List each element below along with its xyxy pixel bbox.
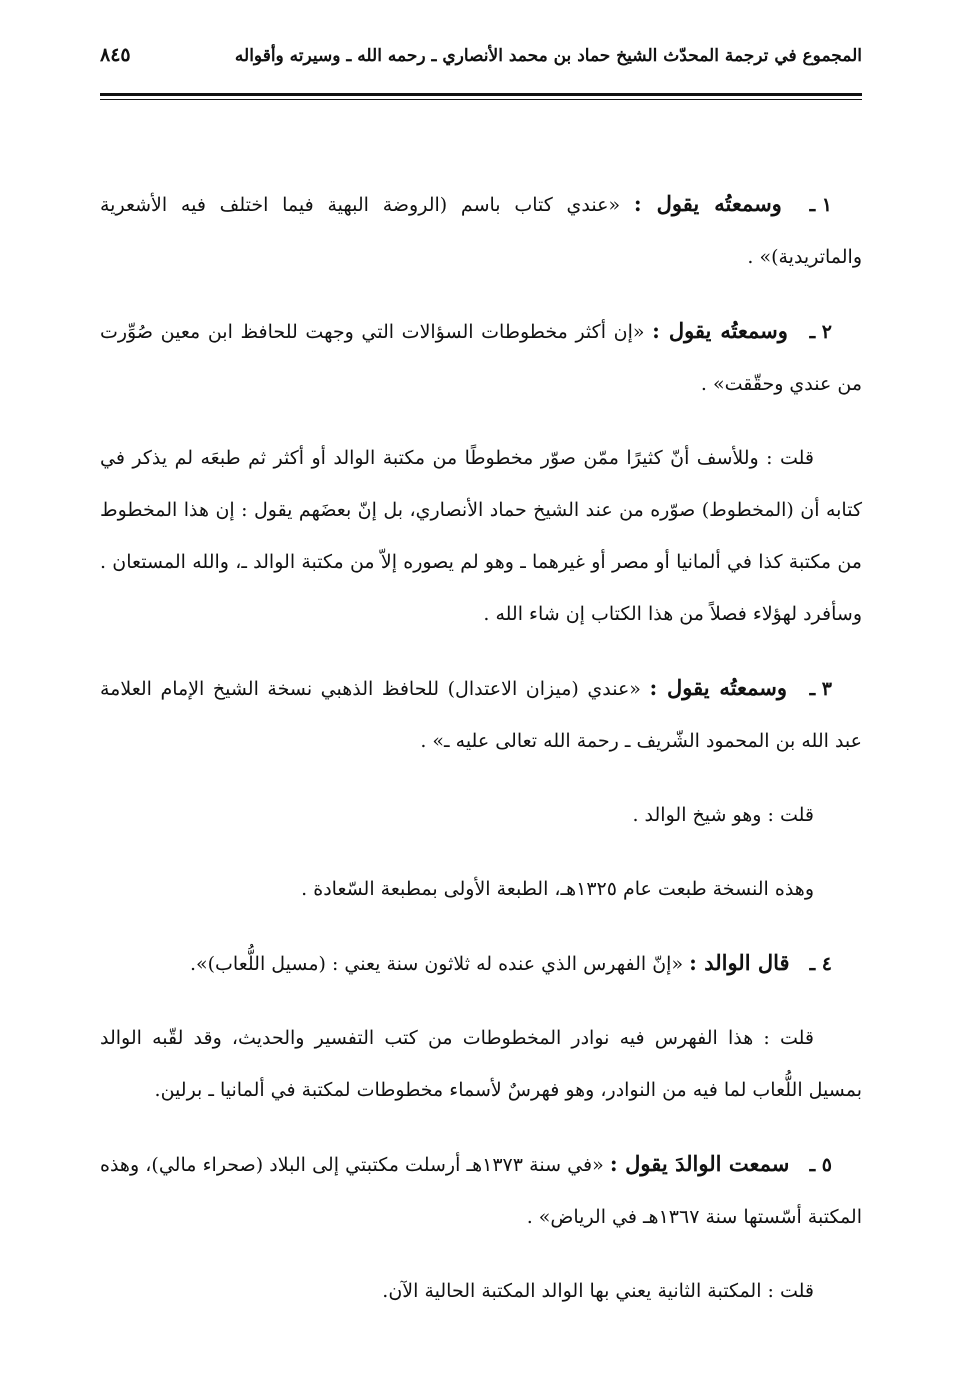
page-number: ٨٤٥ xyxy=(100,44,131,66)
body-text xyxy=(100,178,862,1339)
paragraph-number: ١ ـ xyxy=(809,194,832,216)
header-title: المجموع في ترجمة المحدّث الشيخ حماد بن محمد الأنصاري ـ رحمه الله ـ وسيرته وأقواله xyxy=(234,46,862,66)
header-rule-thin xyxy=(100,99,862,100)
paragraph-number: ٣ ـ xyxy=(809,678,832,700)
numbered-paragraph-3 xyxy=(100,662,862,767)
paragraph-text: «إنّ الفهرس الذي عنده له ثلاثون سنة يعني : (مسيل اللُّعاب)». xyxy=(189,953,684,975)
numbered-paragraph-4 xyxy=(100,937,862,990)
note-paragraph: قلت : وهو شيخ الوالد . xyxy=(632,804,814,826)
paragraph-text: «عندي (ميزان الاعتدال) للحافظ الذهبي نسخة الشيخ الإمام العلامة عبد الله بن المحمود الشّريف ـ رحمة الله تعالى عليه ـ» . xyxy=(100,678,862,752)
paragraph-number: ٢ ـ xyxy=(809,321,832,343)
paragraph-text: «إن أكثر مخطوطات السؤالات التي وجهت للحافظ ابن معين صُوِّرت من عندي وحقّقت» . xyxy=(100,321,862,395)
header-rule-thick xyxy=(100,93,862,96)
paragraph-lead: وسمعتُه يقول : xyxy=(633,191,782,216)
paragraph-lead: سمعت الوالدَ يقول : xyxy=(609,1151,790,1176)
running-header xyxy=(100,40,862,80)
note-paragraph: قلت : المكتبة الثانية يعني بها الوالد المكتبة الحالية الآن. xyxy=(382,1280,814,1302)
paragraph-text: «عندي كتاب باسم (الروضة البهية فيما اختلف فيه الأشعرية والماتريدية)» . xyxy=(100,194,862,268)
paragraph-lead: وسمعتُه يقول : xyxy=(652,318,788,343)
paragraph-number: ٤ ـ xyxy=(809,953,832,975)
note-paragraph: وهذه النسخة طبعت عام ١٣٢٥هـ، الطبعة الأولى بمطبعة السّعادة . xyxy=(301,878,814,900)
numbered-paragraph-1 xyxy=(100,178,862,283)
numbered-paragraph-5 xyxy=(100,1138,862,1243)
numbered-paragraph-2 xyxy=(100,305,862,410)
note-paragraph: قلت : وللأسف أنّ كثيرًا ممّن صوّر مخطوطًا من مكتبة الوالد أو أكثر ثم طبعَه لم يذكر في كتابه أن (المخطوط) صوّره من عند الشيخ حماد الأنصاري، بل إنّ بعضَهم يقول : إن هذا المخطوط من مكتبة كذا في ألمانيا أو مصر أو غيرهما ـ وهو لم يصوره إلاّ من مكتبة الوالد ـ، والله المستعان . وسأفرد لهؤلاء فصلاً من هذا الكتاب إن شاء الله . xyxy=(100,447,862,625)
paragraph-number: ٥ ـ xyxy=(809,1154,832,1176)
note-paragraph: قلت : هذا الفهرس فيه نوادر المخطوطات من كتب التفسير والحديث، وقد لقّبه الوالد بمسيل اللُّعاب لما فيه من النوادر، وهو فهرسٌ لأسماء مخطوطات لمكتبة في ألمانيا ـ برلين. xyxy=(100,1027,862,1101)
paragraph-text: «في سنة ١٣٧٣هـ أرسلت مكتبتي إلى البلاد (صحراء مالي)، وهذه المكتبة أسّستها سنة ١٣٦٧هـ في الرياض» . xyxy=(100,1154,862,1228)
paragraph-lead: وسمعتُه يقول : xyxy=(649,675,788,700)
paragraph-lead: قال الوالد : xyxy=(689,950,790,975)
